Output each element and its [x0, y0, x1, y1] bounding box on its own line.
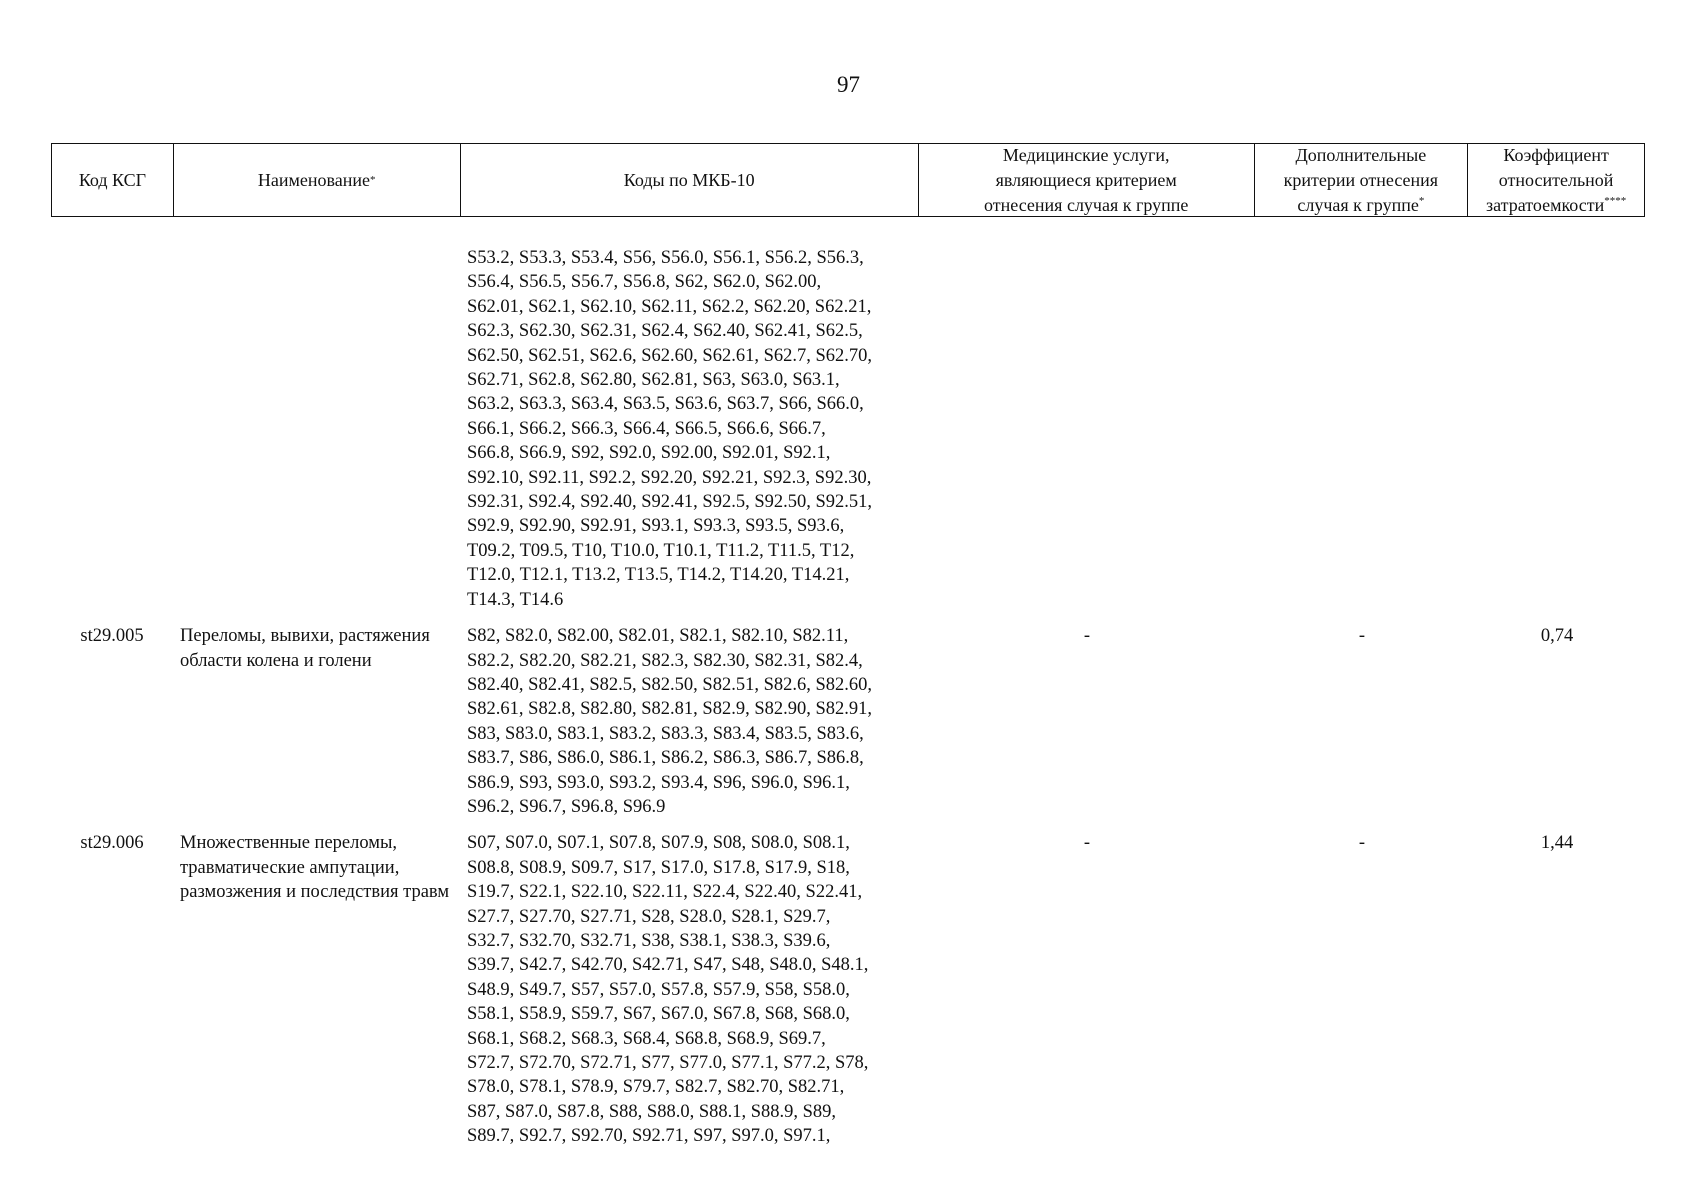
row-code — [51, 246, 173, 612]
header-extra-criteria-label: Дополнительные критерии отнесения случая к группе — [1283, 144, 1439, 215]
header-code — [52, 144, 174, 216]
row-services — [919, 246, 1255, 612]
page-number: 97 — [837, 72, 860, 97]
table-row — [51, 624, 1645, 819]
row-code: st29.005 — [80, 626, 144, 647]
row-name: Переломы, вывихи, растяжения области колена и голени — [180, 626, 430, 671]
header-extra-criteria — [1255, 144, 1469, 216]
header-icd-codes-label: Коды по МКБ-10 — [623, 169, 755, 190]
header-icd-codes — [461, 144, 919, 216]
header-name: Наименование * — [174, 144, 461, 216]
row-extra-criteria: - — [1358, 833, 1366, 854]
row-coefficient: 0,74 — [1540, 626, 1574, 647]
row-name: Множественные переломы, травматические ампутации, размозжения и последствия травм — [180, 833, 450, 903]
row-coefficient — [1469, 246, 1645, 612]
header-code-label: Код КСГ — [78, 169, 147, 190]
table-row — [51, 831, 1645, 1148]
table-body — [51, 246, 1645, 1149]
row-extra-criteria: - — [1358, 626, 1366, 647]
row-icd-codes: S07, S07.0, S07.1, S07.8, S07.9, S08, S08.0, S08.1, S08.8, S08.9, S09.7, S17, S17.0, S17.8, S17.9, S18, S19.7, S22.1, S22.10, S22.11, S22.4, S22.40, S22.41, S27.7, S27.70, S27.71, S28, S28.0, S28.1, S29.7, S32.7, S32.70, S32.71, S38, S38.1, S38.3, S39.6, S39.7, S42.7, S42.70, S42.71, S47, S48, S48.0, S48.1, S48.9, S49.7, S57, S57.0, S57.8, S57.9, S58, S58.0, S58.1, S58.9, S59.7, S67, S67.0, S67.8, S68, S68.0, S68.1, S68.2, S68.3, S68.4, S68.8, S68.9, S69.7, S72.7, S72.70, S72.71, S77, S77.0, S77.1, S77.2, S78, S78.0, S78.1, S78.9, S79.7, S82.7, S82.70, S82.71, S87, S87.0, S87.8, S88, S88.0, S88.1, S88.9, S89, S89.7, S92.7, S92.70, S92.71, S97, S97.0, S97.1, — [467, 833, 869, 1147]
header-services — [919, 144, 1255, 216]
row-extra-criteria — [1255, 246, 1469, 612]
header-coefficient-footnote-mark: **** — [1604, 194, 1627, 207]
table-header — [51, 143, 1645, 217]
header-coefficient-label: Коэффициент относительной затратоемкости — [1486, 144, 1614, 215]
row-name — [173, 246, 460, 612]
header-name-label: Наименование — [257, 169, 370, 190]
row-icd-codes: S82, S82.0, S82.00, S82.01, S82.1, S82.10, S82.11, S82.2, S82.20, S82.21, S82.3, S82.30, S82.31, S82.4, S82.40, S82.41, S82.5, S82.50, S82.51, S82.6, S82.60, S82.61, S82.8, S82.80, S82.81, S82.9, S82.90, S82.91, S83, S83.0, S83.1, S83.2, S83.3, S83.4, S83.5, S83.6, S83.7, S86, S86.0, S86.1, S86.2, S86.3, S86.7, S86.8, S86.9, S93, S93.0, S93.2, S93.4, S96, S96.0, S96.1, S96.2, S96.7, S96.8, S96.9 — [467, 626, 873, 817]
row-services: - — [1083, 626, 1091, 647]
row-services: - — [1083, 833, 1091, 854]
header-services-label: Медицинские услуги, являющиеся критерием отнесения случая к группе — [984, 144, 1189, 215]
header-extra-criteria-footnote-mark: * — [1418, 194, 1425, 207]
header-coefficient — [1468, 144, 1644, 216]
table-row — [51, 246, 1645, 612]
row-icd-codes: S53.2, S53.3, S53.4, S56, S56.0, S56.1, S56.2, S56.3, S56.4, S56.5, S56.7, S56.8, S62, S62.0, S62.00, S62.01, S62.1, S62.10, S62.11, S62.2, S62.20, S62.21, S62.3, S62.30, S62.31, S62.4, S62.40, S62.41, S62.5, S62.50, S62.51, S62.6, S62.60, S62.61, S62.7, S62.70, S62.71, S62.8, S62.80, S62.81, S63, S63.0, S63.1, S63.2, S63.3, S63.4, S63.5, S63.6, S63.7, S66, S66.0, S66.1, S66.2, S66.3, S66.4, S66.5, S66.6, S66.7, S66.8, S66.9, S92, S92.0, S92.00, S92.01, S92.1, S92.10, S92.11, S92.2, S92.20, S92.21, S92.3, S92.30, S92.31, S92.4, S92.40, S92.41, S92.5, S92.50, S92.51, S92.9, S92.90, S92.91, S93.1, S93.3, S93.5, S93.6, T09.2, T09.5, T10, T10.0, T10.1, T11.2, T11.5, T12, T12.0, T12.1, T13.2, T13.5, T14.2, T14.20, T14.21, T14.3, T14.6 — [467, 248, 873, 610]
row-code: st29.006 — [80, 833, 144, 854]
row-coefficient: 1,44 — [1540, 833, 1574, 854]
